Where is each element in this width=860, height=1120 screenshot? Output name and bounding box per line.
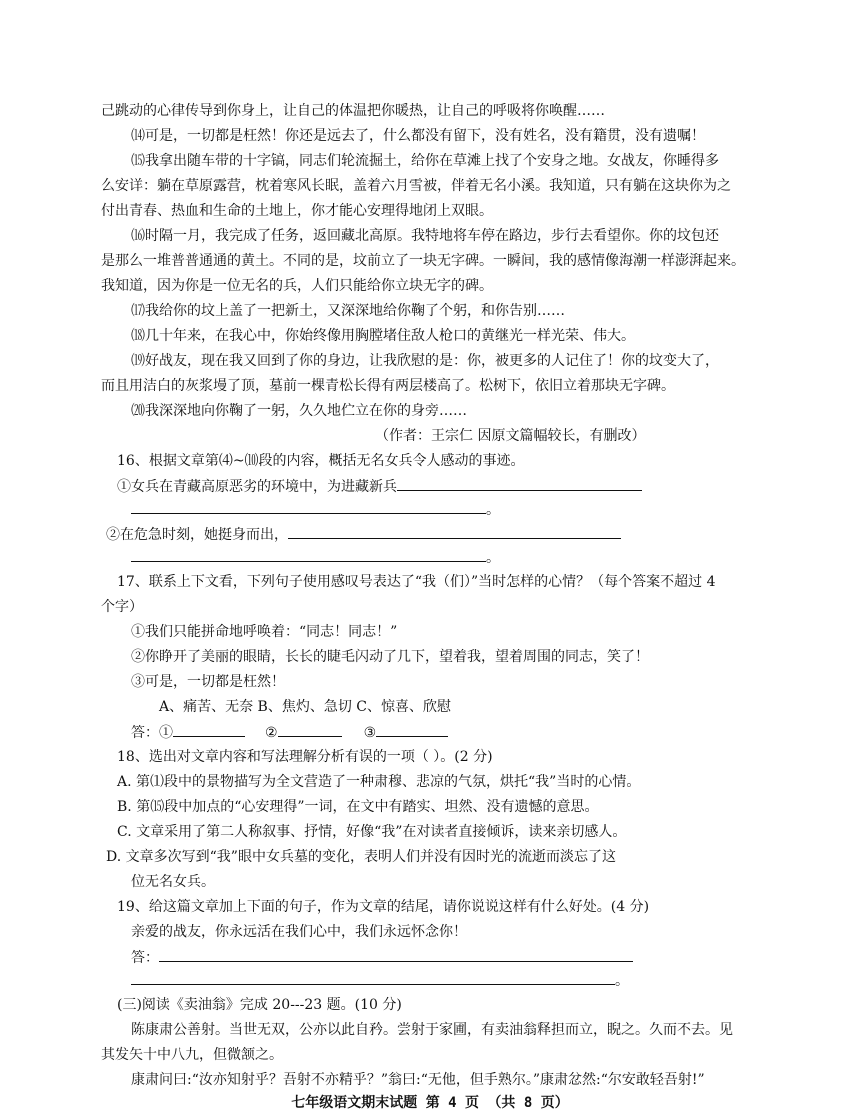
passage-paragraph-18: ⒅几十年来，在我心中，你始终像用胸膛堵住敌人枪口的黄继光一样光荣、伟大。 — [131, 328, 635, 344]
q16-item-2 — [106, 524, 621, 544]
passage-paragraph-14: ⒁可是，一切都是枉然！你还是远去了，什么都没有留下，没有姓名，没有籍贯，没有遗嘱！ — [131, 128, 705, 144]
passage-paragraph-20: ⒇我深深地向你鞠了一躬，久久地伫立在你的身旁…… — [131, 403, 467, 419]
passage-line: 付出青春、热血和生命的土地上，你才能心安理得地闭上双眼。 — [101, 203, 493, 219]
q19-stem: 19、给这篇文章加上下面的句子，作为文章的结尾，请你说说这样有什么好处。(4 分) — [117, 899, 650, 915]
q18-option-d-cont: 位无名女兵。 — [131, 874, 215, 890]
q17-answer-blank-2[interactable] — [278, 722, 342, 737]
classical-text-line: 康肃问曰:“汝亦知射乎？吾射不亦精乎？”翁曰:“无他，但手熟尔。”康肃忿然:“尔安敢轻吾射!” — [131, 1072, 705, 1088]
q16-answer-blank-2[interactable] — [131, 499, 486, 514]
q18-option-a: A. 第⑴段中的景物描写为全文营造了一种肃穆、悲凉的气氛，烘托“我”当时的心情。 — [117, 774, 641, 790]
q17-answer-blank-3[interactable] — [376, 722, 448, 737]
q17-answer-mark-2: ② — [265, 725, 278, 741]
classical-text-line: 其发矢十中八九，但微颔之。 — [101, 1047, 283, 1063]
page-footer: 七年级语文期末试题 第 4 页 （共 8 页） — [291, 1095, 569, 1111]
q17-answer-mark-3: ③ — [363, 725, 377, 741]
passage-line: 而且用洁白的灰浆墁了顶，墓前一棵青松长得有两层楼高了。松树下，依旧立着那块无字碑。 — [101, 378, 675, 394]
passage-line: 是那么一堆普普通通的黄土。不同的是，坟前立了一块无字碑。一瞬间，我的感情像海潮一样澎湃起来。 — [101, 253, 745, 269]
q19-answer — [131, 947, 633, 967]
q16-stem: 16、根据文章第⑷~⑽段的内容，概括无名女兵令人感动的事迹。 — [117, 453, 525, 469]
q17-sentence-1: ①我们只能拼命地呼唤着：“同志！同志！” — [131, 624, 398, 640]
q17-answer-blank-1[interactable] — [173, 722, 245, 737]
q19-answer-cont — [131, 970, 629, 990]
q17-options: A、痛苦、无奈 B、焦灼、急切 C、惊喜、欣慰 — [159, 699, 452, 715]
passage-line: 我知道，因为你是一位无名的兵，人们只能给你立块无字的碑。 — [101, 278, 493, 294]
q18-option-d: D. 文章多次写到“我”眼中女兵墓的变化，表明人们并没有因时光的流逝而淡忘了这 — [106, 849, 616, 865]
q19-end-mark: 。 — [615, 973, 629, 989]
q18-option-b: B. 第⒂段中加点的“心安理得”一词，在文中有踏实、坦然、没有遗憾的意思。 — [117, 799, 599, 815]
section-3-title: (三)阅读《卖油翁》完成 20---23 题。(10 分) — [117, 997, 402, 1013]
q17-stem-cont: 个字） — [101, 599, 143, 615]
q17-answer-label: 答：① — [131, 725, 173, 741]
q19-answer-blank-1[interactable] — [159, 947, 633, 962]
q18-option-c: C. 文章采用了第二人称叙事、抒情，好像“我”在对读者直接倾诉，读来亲切感人。 — [117, 824, 627, 840]
q17-sentence-2: ②你睁开了美丽的眼睛，长长的睫毛闪动了几下，望着我，望着周围的同志，笑了！ — [131, 649, 649, 665]
q17-sentence-3: ③可是，一切都是枉然！ — [131, 674, 285, 690]
q19-answer-blank-2[interactable] — [131, 970, 615, 985]
q19-sentence: 亲爱的战友，你永远活在我们心中，我们永远怀念你！ — [131, 924, 467, 940]
q16-item-1-text: ①女兵在青藏高原恶劣的环境中，为进藏新兵 — [117, 479, 397, 495]
q16-item-2-text: ②在危急时刻，她挺身而出， — [106, 527, 288, 543]
passage-line: 么安详：躺在草原露营，枕着寒风长眠，盖着六月雪被，伴着无名小溪。我知道，只有躺在这块你为之 — [101, 178, 731, 194]
q16-end-mark: 。 — [486, 550, 500, 566]
passage-paragraph-19: ⒆好战友，现在我又回到了你的身边，让我欣慰的是：你，被更多的人记住了！你的坟变大了， — [131, 353, 719, 369]
q16-answer-blank-4[interactable] — [131, 547, 486, 562]
q16-answer-blank-1[interactable] — [397, 476, 642, 491]
q16-answer-blank-3[interactable] — [288, 524, 621, 539]
q16-end-mark: 。 — [486, 502, 500, 518]
q18-stem: 18、选出对文章内容和写法理解分析有误的一项（ ）。(2 分) — [117, 749, 493, 765]
q16-item-2-cont — [131, 547, 500, 567]
q16-item-1 — [117, 476, 642, 496]
passage-line: 己跳动的心律传导到你身上，让自己的体温把你暖热，让自己的呼吸将你唤醒…… — [101, 103, 605, 119]
passage-paragraph-17: ⒄我给你的坟上盖了一把新土，又深深地给你鞠了个躬，和你告别…… — [131, 303, 565, 319]
q17-stem: 17、联系上下文看，下列句子使用感叹号表达了“我（们）”当时怎样的心情？（每个答案不超过 4 — [117, 574, 716, 590]
q16-item-1-cont — [131, 499, 500, 519]
passage-paragraph-16: ⒃时隔一月，我完成了任务，返回藏北高原。我特地将车停在路边，步行去看望你。你的坟包还 — [131, 228, 719, 244]
q19-answer-label: 答： — [131, 950, 159, 966]
passage-source: （作者：王宗仁 因原文篇幅较长，有删改） — [375, 428, 646, 444]
q17-answer — [131, 722, 448, 742]
passage-paragraph-15: ⒂我拿出随车带的十字镐，同志们轮流掘土，给你在草滩上找了个安身之地。女战友，你睡得多 — [131, 153, 719, 169]
classical-text-line: 陈康肃公善射。当世无双，公亦以此自矜。尝射于家圃，有卖油翁释担而立，睨之。久而不去。见 — [131, 1022, 733, 1038]
